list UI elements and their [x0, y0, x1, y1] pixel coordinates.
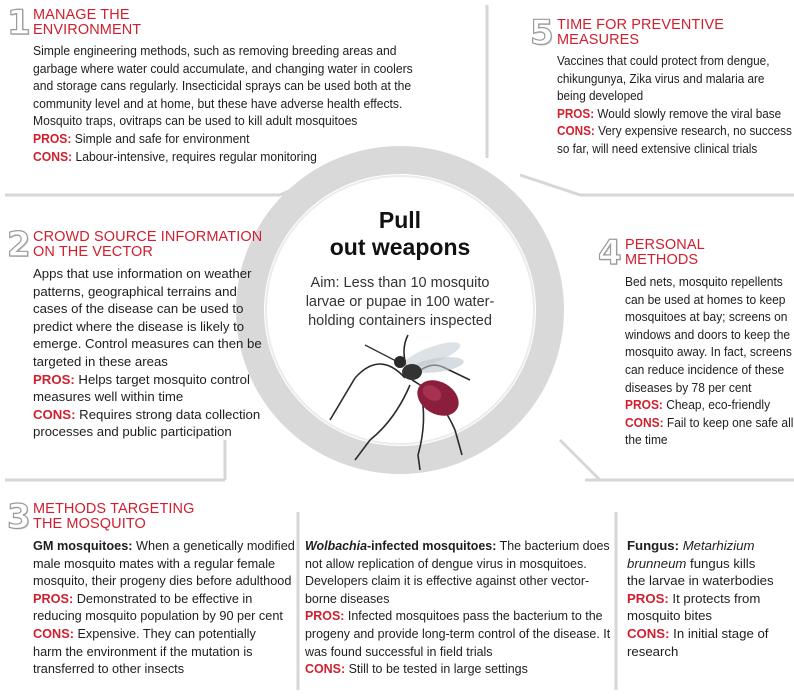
section1-heading: [33, 8, 141, 38]
section5-heading-line2: MEASURES: [557, 32, 640, 48]
section1-heading-line2: ENVIRONMENT: [33, 22, 142, 38]
cons-label: CONS:: [625, 414, 664, 430]
section4-heading-line1: PERSONAL: [625, 237, 705, 253]
section4-line: Bed nets, mosquito repellents: [625, 274, 783, 289]
section4-line: can be used at homes to keep: [625, 291, 786, 307]
cons-text: Requires strong data collection: [75, 406, 261, 422]
section4-cons-cont: the time: [625, 432, 668, 448]
section5-line: Vaccines that could protect from dengue,: [557, 53, 770, 68]
wolbachia-pros-cont: was found successful in field trials: [305, 643, 493, 659]
center-title: [300, 207, 500, 261]
section2-pros-cont: measures well within time: [33, 389, 184, 405]
fungus-line2-rest: fungus kills: [686, 555, 756, 571]
section1-line: community level and at home, but these have adverse health effects.: [33, 95, 403, 111]
section3-heading-line2: THE MOSQUITO: [33, 516, 146, 532]
section2-heading: [33, 230, 262, 260]
wolbachia-title-italic: Wolbachia: [305, 538, 368, 553]
pros-text: It protects from: [668, 590, 761, 606]
pros-text: Would slowly remove the viral base: [594, 105, 782, 121]
section1-cons: [33, 148, 383, 166]
section4-line: can reduce incidence of these: [625, 361, 785, 377]
gm-line1: When a genetically modified: [132, 538, 295, 553]
section5-body: [557, 52, 792, 158]
section5-cons-cont: so far, will need extensive clinical trials: [557, 140, 758, 156]
cons-label: CONS:: [33, 148, 73, 164]
section4-number: 4: [598, 233, 622, 273]
pros-text: Cheap, eco-friendly: [662, 397, 771, 413]
section5-line: being developed: [557, 88, 644, 104]
gm-pros: [33, 590, 285, 608]
cons-text: Very expensive research, no success: [594, 123, 792, 139]
section4-body: [625, 273, 794, 449]
fungus-species-line2: brunneum: [627, 555, 687, 571]
section1-pros: [33, 130, 383, 148]
section2-heading-line1: CROWD SOURCE INFORMATION: [33, 229, 263, 245]
section1-line: and storage cans regularly. Insecticidal sprays can be used both at the: [33, 78, 412, 94]
gm-mosquitoes-block: [33, 537, 295, 678]
cons-label: CONS:: [557, 123, 595, 139]
gm-line: [33, 537, 295, 555]
center-aim: Aim: Less than 10 mosquito larvae or pupae in 100 water-holding containers inspected: [305, 275, 495, 329]
gm-cons-cont: transferred to other insects: [33, 661, 185, 677]
cons-label: CONS:: [305, 661, 346, 677]
wolbachia-line: not allow replication of dengue virus in mosquitoes.: [305, 555, 587, 571]
section5-number: 5: [530, 13, 554, 53]
gm-line: mosquito, their progeny dies before adulthood: [33, 573, 292, 589]
wolbachia-pros-cont: progeny and provide long-term control of the disease. It: [305, 625, 611, 641]
section3-heading-line1: METHODS TARGETING: [33, 501, 195, 517]
pros-label: PROS:: [33, 590, 74, 606]
section2-body: [33, 265, 263, 441]
section4-cons: [625, 414, 794, 432]
gm-cons-cont: harm the environment if the mutation is: [33, 643, 253, 659]
section2-line: Apps that use information on weather: [33, 266, 252, 281]
cons-text: Expensive. They can potentially: [73, 625, 256, 641]
fungus-line: [627, 555, 792, 573]
section2-line: targeted in these areas: [33, 353, 168, 369]
pros-text: Simple and safe for environment: [71, 130, 250, 146]
wolbachia-line1: The bacterium does: [496, 538, 610, 553]
pros-label: PROS:: [625, 397, 663, 413]
section2-line: emerge. Control measures can then be: [33, 336, 262, 352]
cons-label: CONS:: [33, 625, 74, 641]
section2-number: 2: [7, 225, 31, 265]
pros-label: PROS:: [33, 371, 75, 387]
section2-cons: [33, 406, 263, 424]
cons-text: In initial stage of: [669, 625, 769, 641]
section2-heading-line2: ON THE VECTOR: [33, 244, 154, 260]
section3-heading: [33, 502, 194, 532]
section2-line: patterns, geographical terrains and: [33, 283, 237, 299]
gm-cons: [33, 625, 285, 643]
section5-pros: [557, 105, 782, 123]
pros-text: Helps target mosquito control: [74, 371, 250, 387]
section1-line: Simple engineering methods, such as removing breeding areas and: [33, 43, 397, 58]
section4-heading: [625, 238, 705, 268]
gm-pros-cont: reducing mosquito population by 90 per cent: [33, 608, 283, 624]
section1-line: Mosquito traps, ovitraps can be used to kill adult mosquitoes: [33, 113, 358, 129]
gm-line: male mosquito mates with a regular female: [33, 555, 276, 571]
section2-pros: [33, 371, 263, 389]
section1-line: garbage where water could accumulate, and changing water in coolers: [33, 60, 413, 76]
section4-line: windows and doors to keep the: [625, 326, 791, 342]
section5-line: chikungunya, Zika virus and malaria are: [557, 70, 765, 86]
section4-pros: [625, 396, 778, 414]
cons-label: CONS:: [33, 406, 76, 422]
pros-label: PROS:: [627, 590, 669, 606]
section4-heading-line2: METHODS: [625, 252, 699, 268]
fungus-title: Fungus:: [627, 538, 680, 553]
center-title-line2: out weapons: [329, 234, 471, 260]
wolbachia-line: borne diseases: [305, 590, 390, 606]
section2-line: predict where the disease is likely to: [33, 318, 245, 334]
pros-label: PROS:: [33, 130, 72, 146]
wolbachia-line: Developers claim it is effective against other vector-: [305, 573, 590, 589]
section2-line: cases of the disease can be used to: [33, 301, 244, 317]
fungus-species-line1: Metarhizium: [682, 538, 755, 553]
section1-number: 1: [7, 3, 31, 43]
cons-text: Fail to keep one safe all: [663, 414, 794, 430]
center-title-line1: Pull: [378, 207, 422, 233]
cons-text: Still to be tested in large settings: [345, 661, 528, 677]
section3-number: 3: [7, 497, 31, 537]
wolbachia-cons: [305, 660, 593, 678]
section4-line: diseases by 78 per cent: [625, 379, 752, 395]
fungus-pros-cont: mosquito bites: [627, 608, 713, 624]
cons-text: Labour-intensive, requires regular monitoring: [72, 148, 317, 164]
section5-cons: [557, 122, 792, 140]
pros-text: Infected mosquitoes pass the bacterium to the: [344, 608, 603, 624]
section2-cons-cont: processes and public participation: [33, 424, 232, 440]
section5-heading: [557, 18, 724, 48]
wolbachia-pros: [305, 607, 603, 625]
section1-body: [33, 42, 413, 165]
fungus-cons-cont: research: [627, 643, 679, 659]
wolbachia-block: [305, 537, 611, 678]
pros-text: Demonstrated to be effective in: [73, 590, 253, 606]
section4-line: mosquitoes at bay; screens on: [625, 309, 788, 325]
wolbachia-title-rest: -infected mosquitoes:: [367, 538, 497, 553]
gm-title: GM mosquitoes:: [33, 538, 133, 553]
fungus-line: [627, 537, 792, 555]
section5-heading-line1: TIME FOR PREVENTIVE: [557, 17, 725, 33]
cons-label: CONS:: [627, 625, 670, 641]
fungus-block: [627, 537, 792, 660]
fungus-pros: [627, 590, 792, 608]
section1-heading-line1: MANAGE THE: [33, 7, 130, 23]
fungus-cons: [627, 625, 792, 643]
wolbachia-line: [305, 537, 610, 555]
section4-line: mosquito away. In fact, screens: [625, 344, 792, 360]
pros-label: PROS:: [557, 105, 595, 121]
fungus-line: the larvae in waterbodies: [627, 573, 774, 589]
pros-label: PROS:: [305, 608, 345, 624]
wolbachia-title: [305, 538, 496, 553]
